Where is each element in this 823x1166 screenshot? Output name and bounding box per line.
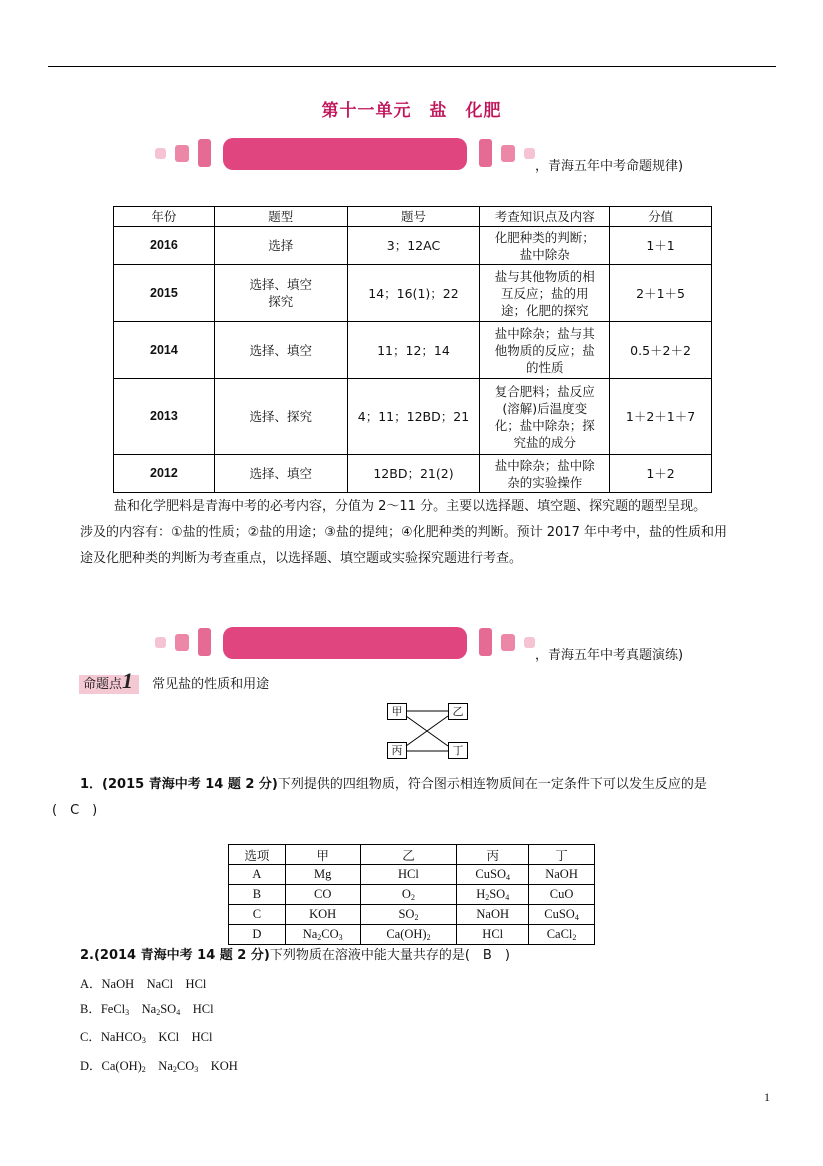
table-cell: HCl <box>457 925 529 945</box>
table-cell: 1＋2＋1＋7 <box>610 379 712 455</box>
topic-tag-label: 命题点 <box>83 677 123 692</box>
table-cell: 选择 <box>214 227 347 265</box>
banner-square <box>479 139 492 167</box>
question-number: 1． <box>80 777 103 792</box>
banner-square <box>198 139 211 167</box>
table-row <box>114 322 712 379</box>
table-cell: 2＋1＋5 <box>610 265 712 322</box>
header-rule <box>48 66 776 67</box>
topic-title: 常见盐的性质和用途 <box>152 677 270 692</box>
table-cell: 2016 <box>114 227 215 265</box>
table-row <box>229 865 595 885</box>
summary-line: 途及化肥种类的判断为考查重点，以选择题、填空题或实验探究题进行考查。 <box>80 551 523 566</box>
table-cell: NaOH <box>457 905 529 925</box>
header-cell: 年份 <box>114 207 215 227</box>
topic-number: 1 <box>122 668 134 693</box>
table-row <box>229 885 595 905</box>
question-text: 下列物质在溶液中能大量共存的是( B ) <box>269 948 510 963</box>
table-cell: 2015 <box>114 265 215 322</box>
table-cell: NaOH <box>529 865 595 885</box>
table-cell: CO <box>285 885 360 905</box>
options-table <box>228 844 595 945</box>
exam-pattern-table <box>113 206 712 493</box>
table-cell: 1＋2 <box>610 455 712 493</box>
table-cell: CuSO$_4$ <box>529 905 595 925</box>
page-number: 1 <box>764 1090 770 1104</box>
table-cell: 4；11；12BD；21 <box>347 379 480 455</box>
header-cell: 考查知识点及内容 <box>480 207 610 227</box>
table-cell: 2012 <box>114 455 215 493</box>
summary-paragraph <box>80 494 792 572</box>
table-row <box>229 925 595 945</box>
banner-square <box>155 637 166 648</box>
question-1-answer: ( C ) <box>52 803 98 818</box>
header-cell: 分值 <box>610 207 712 227</box>
question-source: (2014 青海中考 14 题 2 分) <box>93 948 270 963</box>
table-row <box>114 455 712 493</box>
table-cell: 盐中除杂；盐与其 他物质的反应；盐 的性质 <box>480 322 610 379</box>
table-cell: 盐中除杂；盐中除 杂的实验操作 <box>480 455 610 493</box>
banner-note: ，青海五年中考命题规律) <box>535 159 684 174</box>
table-row <box>229 905 595 925</box>
table-cell: $O_2$ <box>360 885 457 905</box>
table-cell: CaCl$_2$ <box>529 925 595 945</box>
table-cell: 14；16(1)；22 <box>347 265 480 322</box>
question-number: 2. <box>80 948 94 963</box>
table-cell: 复合肥料；盐反应 (溶解)后温度变 化；盐中除杂；探 究盐的成分 <box>480 379 610 455</box>
table-cell: 12BD；21(2) <box>347 455 480 493</box>
table-cell: 选择、填空 <box>214 455 347 493</box>
question-source: (2015 青海中考 14 题 2 分) <box>102 777 278 792</box>
answer-option: C．NaHCO$_3$ KCl HCl <box>80 1030 213 1045</box>
table-cell: C <box>229 905 286 925</box>
header-cell: 甲 <box>285 845 360 865</box>
table-cell: 1＋1 <box>610 227 712 265</box>
table-cell: HCl <box>360 865 457 885</box>
banner-square <box>479 628 492 656</box>
topic-heading <box>79 668 269 694</box>
table-cell: 3；12AC <box>347 227 480 265</box>
question-2-options <box>80 972 238 1082</box>
table-row <box>114 227 712 265</box>
answer-option: A．NaOH NaCl HCl <box>80 977 207 991</box>
unit-title: 第十一单元 盐 化肥 <box>321 101 502 121</box>
question-1 <box>80 772 780 798</box>
header-cell: 丙 <box>457 845 529 865</box>
banner-square <box>524 148 535 159</box>
table-cell: $Ca(OH)_2$ <box>360 925 457 945</box>
banner-square <box>175 634 189 651</box>
table-cell: 化肥种类的判断； 盐中除杂 <box>480 227 610 265</box>
table-cell: 0.5＋2＋2 <box>610 322 712 379</box>
table-cell: CuO <box>529 885 595 905</box>
topic-tag <box>79 668 139 694</box>
banner-square <box>524 637 535 648</box>
table-cell: $H_2SO_4$ <box>457 885 529 905</box>
header-cell: 乙 <box>360 845 457 865</box>
diagram-node-bing: 丙 <box>387 742 407 759</box>
table-cell: 选择、填空 探究 <box>214 265 347 322</box>
header-cell: 题型 <box>214 207 347 227</box>
table-row <box>114 265 712 322</box>
banner-note: ，青海五年中考真题演练) <box>535 648 684 663</box>
table-cell: D <box>229 925 286 945</box>
table-cell: 盐与其他物质的相 互反应；盐的用 途；化肥的探究 <box>480 265 610 322</box>
table-cell: A <box>229 865 286 885</box>
table-cell: CuSO$_4$ <box>457 865 529 885</box>
banner-square <box>175 145 189 162</box>
banner-pill <box>223 627 467 659</box>
table-cell: B <box>229 885 286 905</box>
banner-square <box>155 148 166 159</box>
diagram-node-yi: 乙 <box>448 703 468 720</box>
answer-option: D．$Ca(OH)_2$ $Na_2CO_3$ KOH <box>80 1058 238 1074</box>
table-cell: 选择、填空 <box>214 322 347 379</box>
diagram-node-jia: 甲 <box>387 703 407 720</box>
table-cell: 11；12；14 <box>347 322 480 379</box>
table-header-row <box>229 845 595 865</box>
banner-pill <box>223 138 467 170</box>
table-cell: 2014 <box>114 322 215 379</box>
summary-line: 盐和化学肥料是青海中考的必考内容，分值为 2～11 分。主要以选择题、填空题、探究题的题型呈现。 <box>114 499 707 514</box>
question-2 <box>80 944 780 968</box>
diagram-node-ding: 丁 <box>448 742 468 759</box>
question-text: 下列提供的四组物质，符合图示相连物质间在一定条件下可以发生反应的是 <box>277 777 707 792</box>
table-cell: $SO_2$ <box>360 905 457 925</box>
table-cell: $Na_2CO_3$ <box>285 925 360 945</box>
summary-line: 涉及的内容有：①盐的性质；②盐的用途；③盐的提纯；④化肥种类的判断。预计 2017 年中考中，盐的性质和用 <box>80 525 727 540</box>
table-cell: 选择、探究 <box>214 379 347 455</box>
table-cell: Mg <box>285 865 360 885</box>
banner-square <box>198 628 211 656</box>
banner-square <box>501 145 515 162</box>
answer-option: B．FeCl$_3$ $Na_2SO_4$ HCl <box>80 1001 214 1017</box>
table-cell: KOH <box>285 905 360 925</box>
header-cell: 选项 <box>229 845 286 865</box>
table-row <box>114 379 712 455</box>
banner-square <box>501 634 515 651</box>
header-cell: 丁 <box>529 845 595 865</box>
table-header-row <box>114 207 712 227</box>
table-cell: 2013 <box>114 379 215 455</box>
header-cell: 题号 <box>347 207 480 227</box>
